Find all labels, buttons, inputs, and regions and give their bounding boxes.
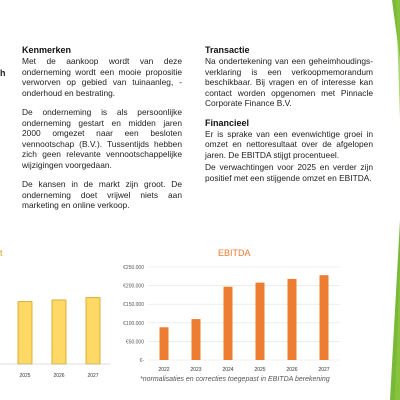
kenmerken-paragraph-3: De kansen in de markt zijn groot. De onderneming doet vrijwel niets aan marketing en online verkoop. [22, 179, 182, 210]
ebitda-chart [118, 258, 348, 378]
omzet-bar [18, 302, 32, 364]
ebitda-x-tick: 2025 [254, 367, 266, 373]
omzet-bar [52, 300, 66, 364]
ebitda-y-tick: €- [139, 358, 144, 364]
ebitda-y-tick: €50.000 [125, 339, 144, 346]
left-edge-fragment: h [0, 68, 6, 78]
decorative-stripe [386, 0, 400, 400]
ebitda-chart-title: EBITDA [218, 248, 251, 258]
ebitda-bar [160, 327, 169, 360]
kenmerken-paragraph-2: De onderneming is als persoonlijke onderneming gestart en midden jaren 2000 omgezet naar een besloten vennootschap (B.V.). Tussentijds hebben zich geen relevante vennootschappelijke wijzigingen voorgedaan. [22, 107, 182, 170]
financieel-paragraph-1: Er is sprake van een evenwichtige groei in omzet en nettoresultaat over de afgelopen jaren. De EBITDA stijgt procentueel. [205, 128, 373, 160]
transactie-column [205, 45, 373, 192]
kenmerken-column [22, 45, 182, 220]
kenmerken-heading: Kenmerken [22, 45, 72, 55]
ebitda-bar [224, 287, 233, 360]
financieel-heading: Financieel [205, 117, 250, 128]
transactie-heading: Transactie [205, 45, 250, 55]
ebitda-bar [288, 279, 297, 360]
ebitda-bar [256, 283, 265, 360]
ebitda-y-tick: €250.000 [123, 265, 144, 271]
omzet-x-tick: 2025 [19, 373, 31, 379]
ebitda-footnote: *normalisaties en correcties toegepast in EBITDA berekening [140, 376, 330, 383]
omzet-x-tick: 2026 [53, 373, 65, 379]
ebitda-bar [192, 319, 201, 360]
ebitda-y-tick: €200.000 [123, 283, 144, 290]
omzet-chart [0, 262, 110, 392]
transactie-paragraph: Na ondertekening van een geheimhoudings-verklaring is een verkoopmemorandum beschikbaar. Bij vragen en of interesse kan contact worden opgenomen met Pinnacle Corporate Finance B.V. [205, 56, 373, 108]
ebitda-x-tick: 2026 [286, 367, 298, 373]
omzet-chart-title-fragment: t [0, 248, 3, 258]
ebitda-y-tick: €100.000 [123, 320, 144, 327]
ebitda-y-tick: €150.000 [123, 302, 144, 309]
kenmerken-paragraph-1: Met de aankoop wordt van deze onderneming wordt een mooie propositie verworven op gebied van tuinaanleg, -onderhoud en bestrating. [22, 56, 182, 98]
financieel-paragraph-2: De verwachtingen voor 2025 en verder zijn positief met een stijgende omzet en EBITDA. [205, 162, 373, 183]
ebitda-bar [320, 275, 329, 360]
ebitda-x-tick: 2022 [158, 367, 170, 373]
ebitda-x-tick: 2023 [190, 367, 202, 373]
ebitda-x-tick: 2024 [222, 367, 234, 373]
omzet-x-tick: 2027 [87, 373, 99, 379]
omzet-bar [86, 298, 100, 364]
ebitda-x-tick: 2027 [318, 367, 330, 373]
